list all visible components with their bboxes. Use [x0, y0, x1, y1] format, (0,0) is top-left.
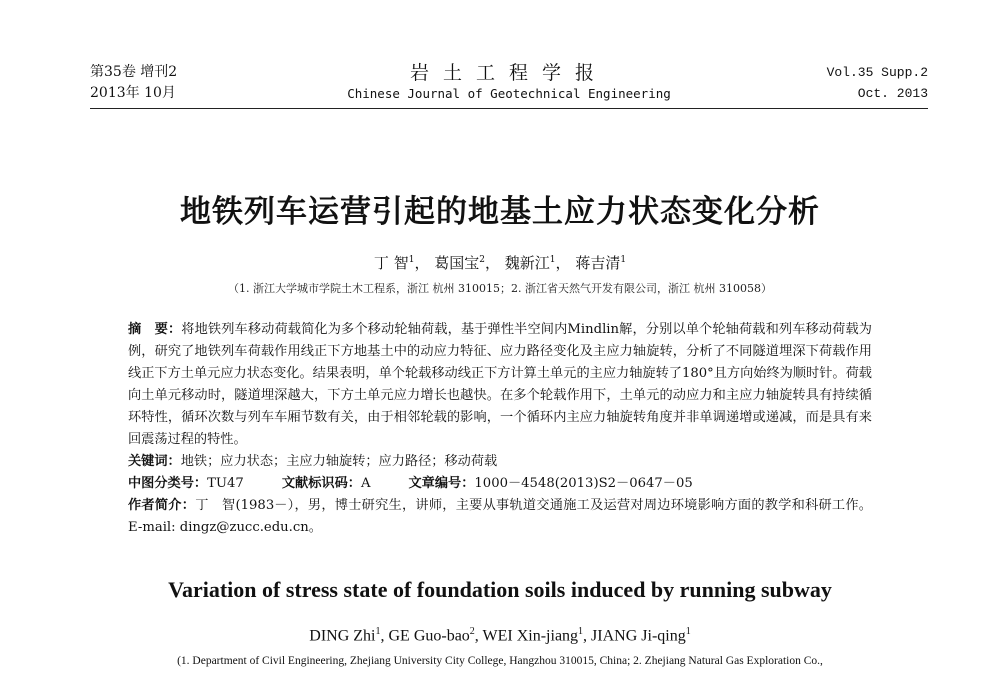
author-name: 魏新江 [504, 254, 550, 272]
author-sep: , [583, 627, 592, 645]
doc-code-label: 文献标识码： [281, 476, 361, 491]
author-name-en: JIANG Ji-qing [591, 627, 686, 645]
journal-header [90, 62, 928, 106]
author-bio-text: 丁 智(1983－），男，博士研究生，讲师，主要从事轨道交通施工及运营对周边环境影响方面的教学和科研工作。E-mail: dingz@zucc.edu.cn。 [128, 498, 872, 535]
author-sup: 1 [375, 626, 381, 637]
author-sep: , [380, 627, 389, 645]
author-sup: 1 [408, 255, 415, 265]
doc-code-value: A [360, 476, 371, 491]
author-sup: 1 [578, 626, 584, 637]
authors-zh [0, 252, 1000, 273]
clc-value: TU47 [207, 476, 244, 491]
author-sep: ， [555, 254, 571, 272]
authors-en [0, 626, 1000, 645]
author-sup: 2 [479, 255, 485, 265]
classification [128, 473, 872, 495]
title-zh: 地铁列车运营引起的地基土应力状态变化分析 [180, 194, 820, 230]
author-bio-label: 作者简介： [128, 498, 196, 513]
year-month: 2013年 10月 [90, 85, 176, 101]
author-sep: , [474, 627, 483, 645]
author-name-en: GE Guo-bao [388, 627, 470, 645]
date-en: Oct. 2013 [857, 86, 928, 101]
title-en: Variation of stress state of foundation soils induced by running subway [168, 577, 832, 602]
author-name: 蒋吉清 [575, 254, 621, 272]
doc-code-group [282, 473, 371, 495]
author-sep: ， [414, 254, 430, 272]
abstract [128, 319, 872, 451]
vol-supp: Vol.35 Supp.2 [826, 65, 928, 80]
author-bio [128, 495, 872, 539]
keywords-label: 关键词： [128, 454, 181, 469]
author-sep: ， [484, 254, 500, 272]
volume-issue: 第35卷 增刊2 [90, 64, 178, 80]
article-number-group [408, 473, 692, 495]
journal-name-en: Chinese Journal of Geotechnical Engineering [347, 86, 671, 101]
keywords [128, 451, 872, 473]
abstract-block [128, 319, 872, 539]
author-name: 葛国宝 [434, 254, 480, 272]
clc-label: 中图分类号： [128, 476, 208, 491]
header-rule [90, 108, 928, 109]
author-sup: 1 [549, 255, 556, 265]
abstract-text: 将地铁列车移动荷载简化为多个移动轮轴荷载，基于弹性半空间内Mindlin解，分别以单个轮轴荷载和列车移动荷载为例，研究了地铁列车荷载作用线正下方地基土中的动应力特征、应力路径变化及主应力轴旋转，分析了不同隧道埋深下荷载作用线正下方土单元应力状态变化。结果表明，单个轮载移动线正下方计算土单元的主应力轴旋转了180°且方向始终为顺时针。荷载向土单元移动时，隧道埋深越大，下方土单元应力增长也越快。在多个轮载作用下，土单元的动应力和主应力轴旋转具有持续循环特性，循环次数与列车车厢节数有关，由于相邻轮载的影响，一个循环内主应力轴旋转角度并非单调递增或递减，而是具有来回震荡过程的特性。 [128, 322, 872, 447]
author-name-en: WEI Xin-jiang [482, 627, 579, 645]
abstract-label: 摘 要： [128, 322, 182, 337]
author-name-en: DING Zhi [309, 627, 376, 645]
clc-group [128, 473, 244, 495]
author-sup: 2 [469, 626, 475, 637]
author-name: 丁 智 [373, 254, 409, 272]
article-number-value: 1000－4548(2013)S2－0647－05 [474, 476, 693, 491]
volume-info-en [827, 62, 928, 104]
article-number-label: 文章编号： [408, 476, 475, 491]
journal-name [90, 62, 928, 104]
author-sup: 1 [620, 255, 627, 265]
keywords-text: 地铁；应力状态；主应力轴旋转；应力路径；移动荷载 [180, 454, 498, 469]
affiliation-en: (1. Department of Civil Engineering, Zhejiang University City College, Hangzhou 310015, China; 2. Zhejiang Natural Gas Exploration Co., [177, 655, 823, 667]
journal-name-zh: 岩土工程学报 [409, 62, 608, 84]
author-sup: 1 [685, 626, 691, 637]
affiliation-zh: （1. 浙江大学城市学院土木工程系，浙江 杭州 310015；2. 浙江省天然气开发有限公司，浙江 杭州 310058） [228, 282, 772, 295]
